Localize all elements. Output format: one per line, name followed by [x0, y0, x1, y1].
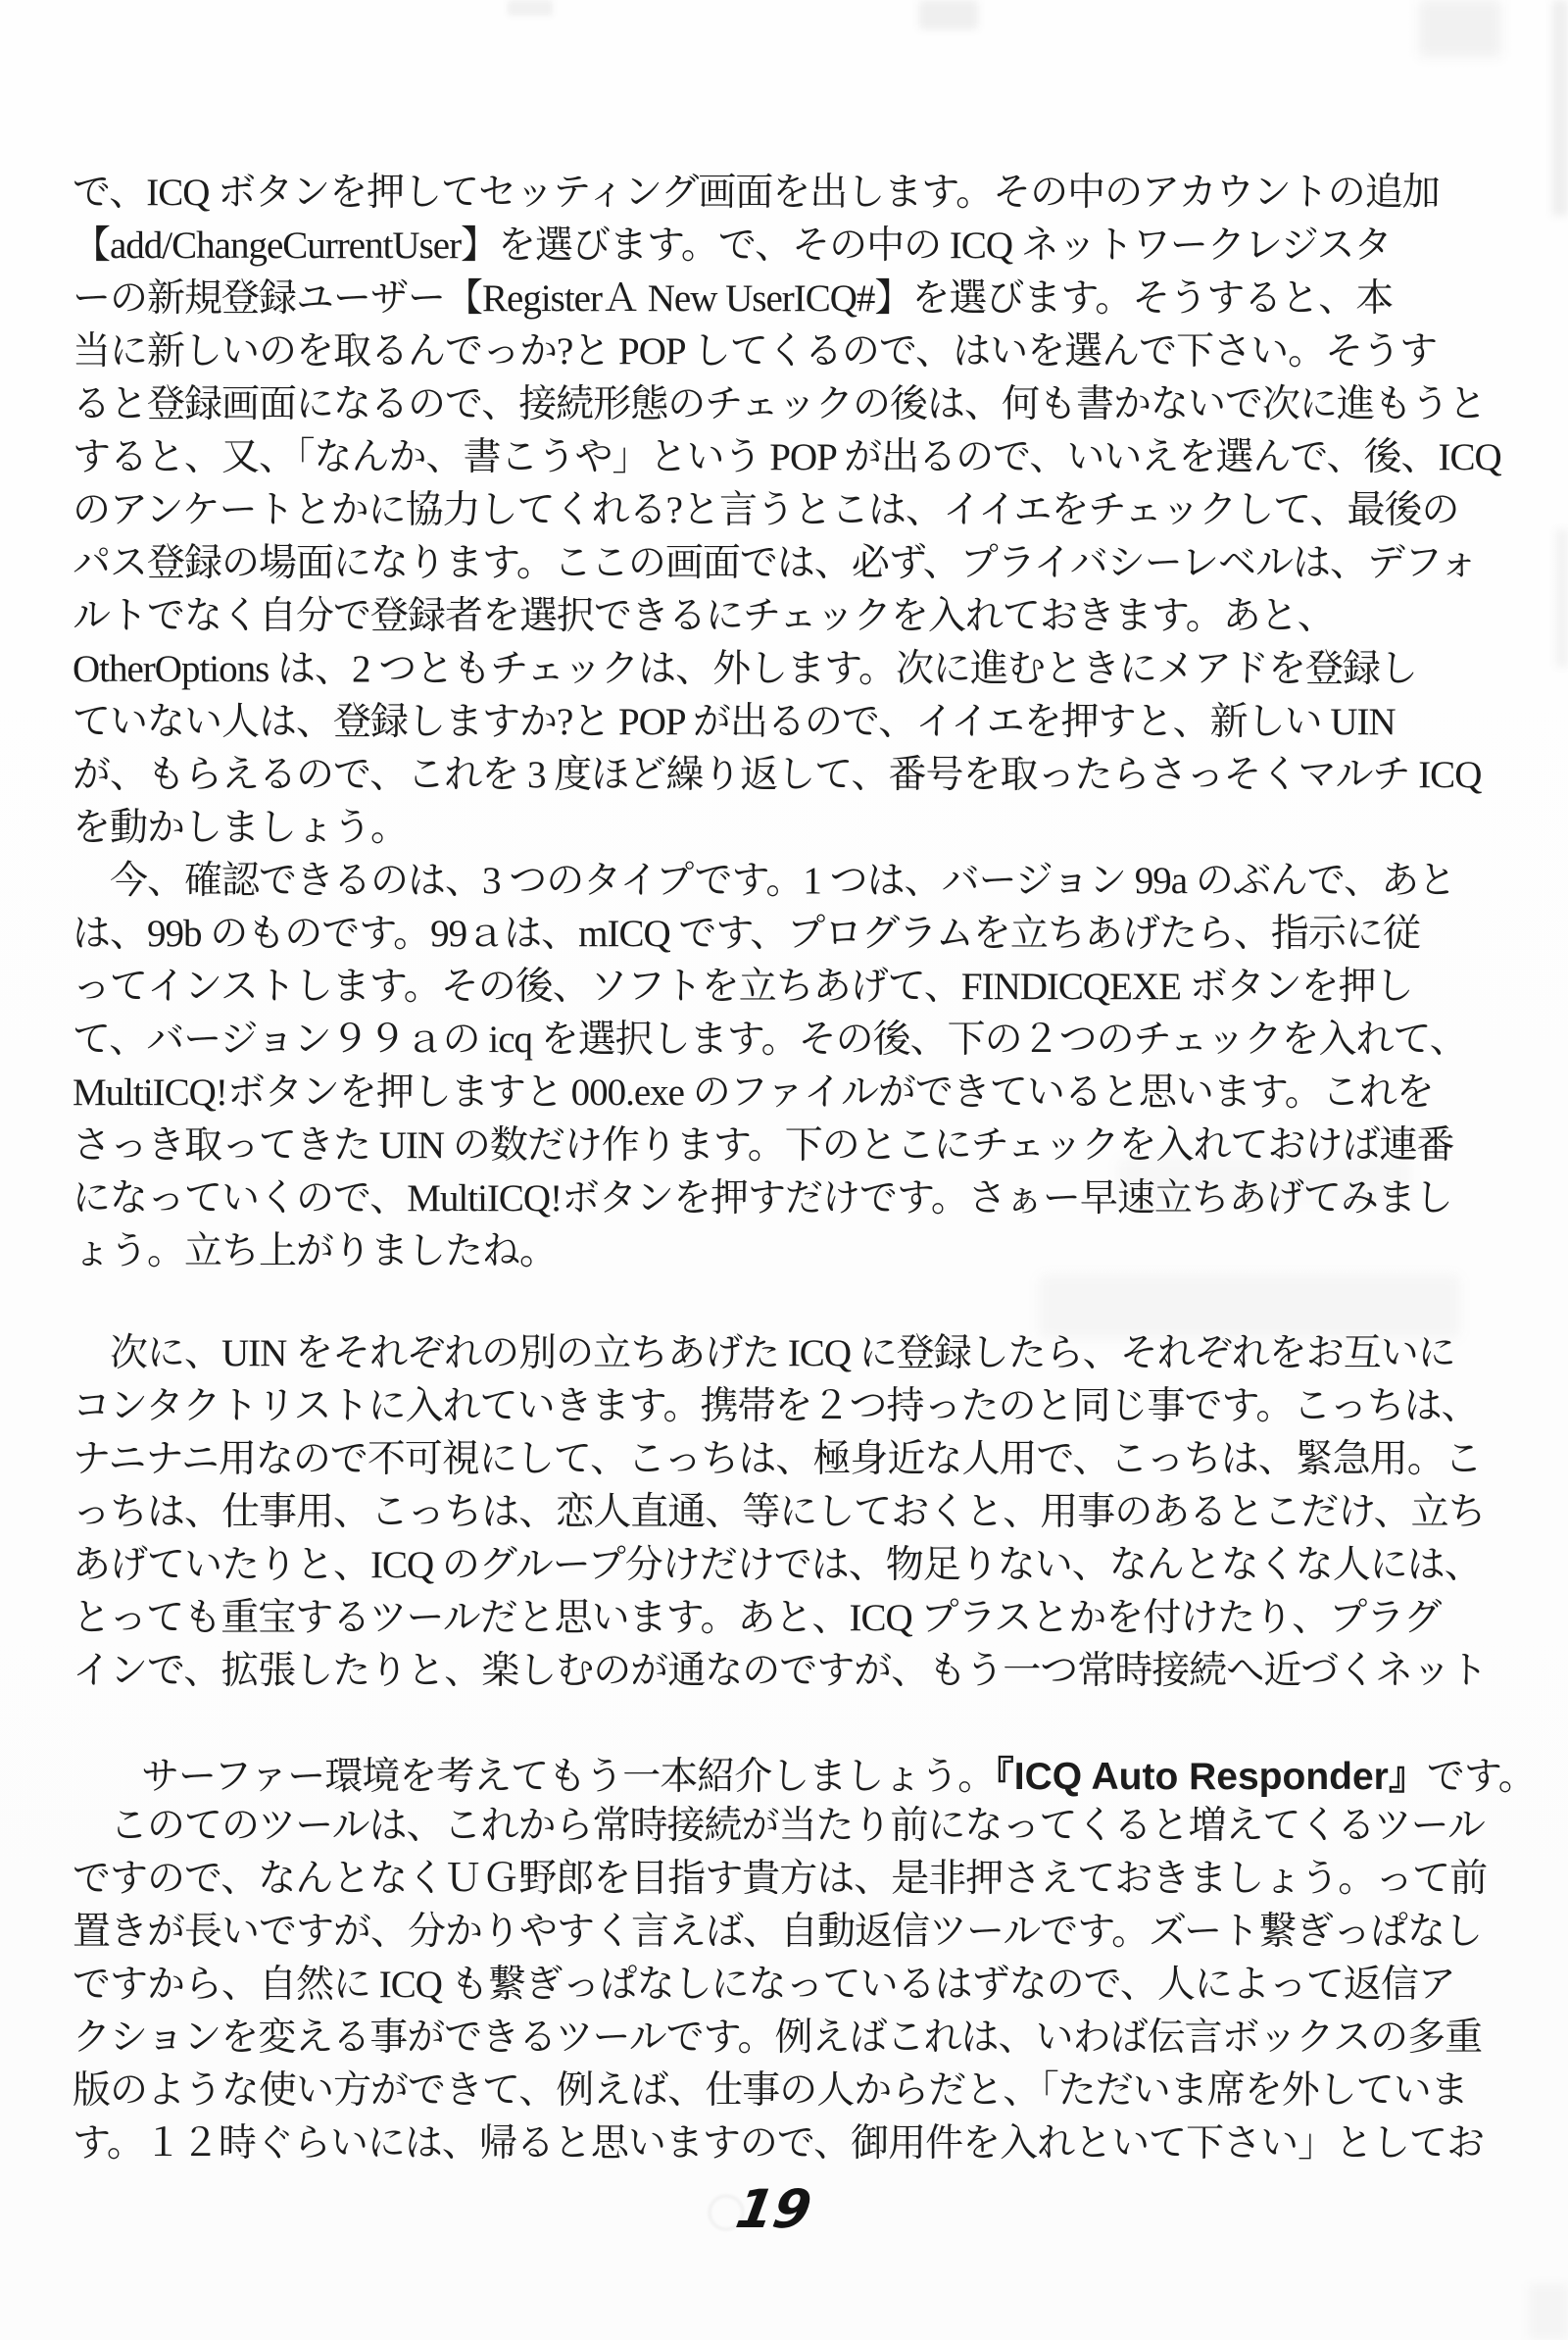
scan-artifact: [1552, 0, 1568, 216]
text-line: パス登録の場面になります。ここの画面では、必ず、プライバシーレベルは、デフォ: [73, 542, 1478, 584]
text-line: 当に新しいのを取るんでっか?と POP してくるので、はいを選んで下さい。そうす: [73, 330, 1438, 373]
scan-artifact: [1556, 529, 1568, 667]
scan-artifact: [1419, 0, 1501, 57]
text-line: ナニナニ用なので不可視にして、こっちは、極身近な人用で、こっちは、緊急用。こ: [73, 1438, 1482, 1480]
text-line: ていない人は、登録しますか?と POP が出るので、イイエを押すと、新しい UIN: [73, 701, 1396, 743]
text-line: 次に、UIN をそれぞれの別の立ちあげた ICQ に登録したら、それぞれをお互いに: [73, 1332, 1455, 1374]
text-line: インで、拡張したりと、楽しむのが通なのですが、もう一つ常時接続へ近づくネット: [73, 1650, 1488, 1692]
text-segment: サーファー環境を考えてもう一本紹介しましょう。: [141, 1756, 996, 1798]
text-line: OtherOptions は、2 つともチェックは、外します。次に進むときにメアドを登録し: [73, 648, 1418, 690]
text-line: ると登録画面になるので、接続形態のチェックの後は、何も書かないで次に進もうと: [73, 383, 1487, 425]
text-line: このてのツールは、これから常時接続が当たり前になってくると増えてくるツール: [73, 1805, 1485, 1847]
text-line: ですので、なんとなくＵＧ野郎を目指す貴方は、是非押さえておきましょう。って前: [73, 1858, 1488, 1900]
text-line: になっていくので、MultiICQ!ボタンを押すだけです。さぁー早速立ちあげてみまし: [73, 1177, 1452, 1220]
page-number: 19: [731, 2178, 816, 2240]
text-line: 版のような使い方ができて、例えば、仕事の人からだと、「ただいま席を外していま: [73, 2069, 1468, 2112]
text-line: ょう。立ち上がりましたね。: [73, 1230, 558, 1272]
text-line: ですから、自然に ICQ も繋ぎっぱなしになっているはずなので、人によって返信ア: [73, 1964, 1455, 2006]
text-line: のアンケートとかに協力してくれる?と言うとこは、イイエをチェックして、最後の: [73, 489, 1459, 531]
text-line: とっても重宝するツールだと思います。あと、ICQ プラスとかを付けたり、プラグ: [73, 1597, 1442, 1639]
text-line: クションを変える事ができるツールです。例えばこれは、いわば伝言ボックスの多重: [73, 2016, 1483, 2059]
text-line: ーの新規登録ユーザー【RegisterＡ New UserICQ#】を選びます。そうすると、本: [73, 277, 1394, 320]
scan-artifact: [508, 0, 553, 16]
text-line: ってインストします。その後、ソフトを立ちあげて、FINDICQEXE ボタンを押し: [73, 966, 1413, 1008]
text-line: は、99b のものです。99ａは、mICQ です、プログラムを立ちあげたら、指示に従: [73, 913, 1420, 955]
body-text: [73, 167, 1536, 2170]
text-line: す。１２時ぐらいには、帰ると思いますので、御用件を入れといて下さい」としてお: [73, 2122, 1485, 2165]
text-line: て、バージョン９９ａの icq を選択します。その後、下の２つのチェックを入れて、: [73, 1019, 1467, 1061]
text-line: 【add/ChangeCurrentUser】を選びます。で、その中の ICQ ネットワークレジスタ: [73, 224, 1392, 267]
text-line: [73, 1698, 1536, 1798]
paragraph-1: [73, 167, 1513, 855]
text-line: 置きが長いですが、分かりやすく言えば、自動返信ツールです。ズート繋ぎっぱなし: [73, 1911, 1483, 1953]
text-line: を動かしましょう。: [73, 807, 409, 849]
text-line: 今、確認できるのは、3 つのタイプです。1 つは、バージョン 99a のぶんで、あと: [73, 860, 1456, 902]
paragraph-4: [73, 1800, 1513, 2170]
text-line: すると、又、「なんか、書こうや」という POP が出るので、いいえを選んで、後、ICQ: [73, 436, 1501, 478]
text-line: が、もらえるので、これを 3 度ほど繰り返して、番号を取ったらさっそくマルチ ICQ: [73, 754, 1482, 796]
text-line: さっき取ってきた UIN の数だけ作ります。下のとこにチェックを入れておけば連番: [73, 1124, 1454, 1167]
icq-auto-responder-bold-text: 『ICQ Auto Responder』: [995, 1756, 1427, 1798]
paragraph-3: [73, 1327, 1536, 1798]
text-line: で、ICQ ボタンを押してセッティング画面を出します。その中のアカウントの追加: [73, 172, 1440, 214]
text-line: あげていたりと、ICQ のグループ分けだけでは、物足りない、なんとなくな人には、: [73, 1544, 1482, 1586]
text-line: ルトでなく自分で登録者を選択できるにチェックを入れておきます。あと、: [73, 595, 1335, 637]
paragraph-2: [73, 855, 1513, 1278]
text-line: っちは、仕事用、こっちは、恋人直通、等にしておくと、用事のあるとこだけ、立ち: [73, 1491, 1486, 1533]
text-line: MultiICQ!ボタンを押しますと 000.exe のファイルができていると思います。これを: [73, 1071, 1434, 1114]
scan-artifact: [919, 0, 978, 29]
text-line: コンタクトリストに入れていきます。携帯を２つ持ったのと同じ事です。こっちは、: [73, 1385, 1479, 1427]
text-segment: です。: [1426, 1756, 1536, 1798]
scan-artifact: [1529, 2284, 1568, 2340]
